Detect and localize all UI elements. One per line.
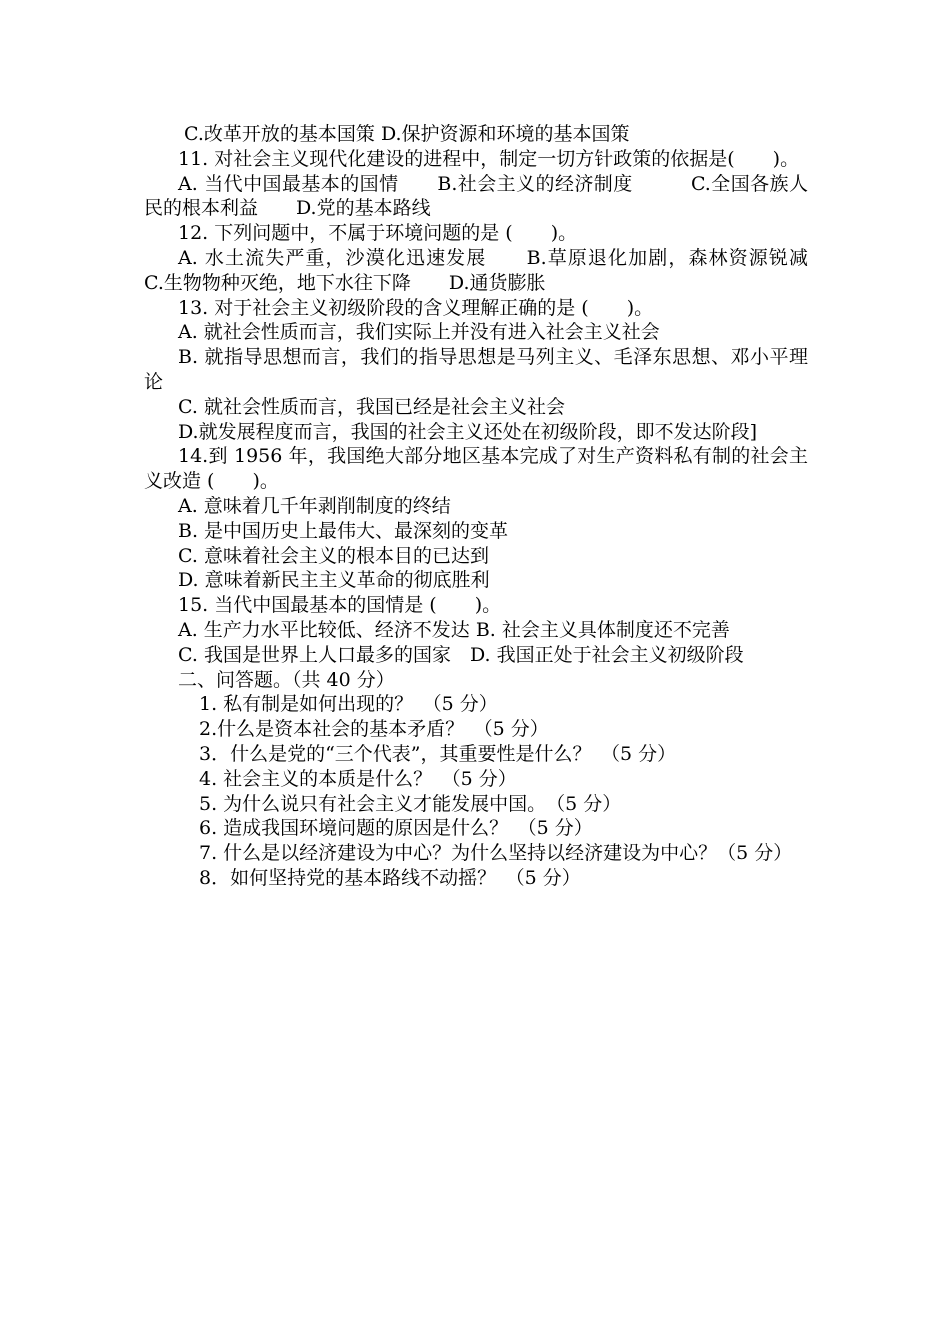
question-13-option-a: A. 就社会性质而言，我们实际上并没有进入社会主义社会 [178, 321, 660, 344]
question-14-option-b: B. 是中国历史上最伟大、最深刻的变革 [178, 519, 509, 542]
essay-question-2: 2.什么是资本社会的基本矛盾？ （5 分） [199, 718, 549, 741]
essay-question-5: 5. 为什么说只有社会主义才能发展中国。 （5 分） [199, 792, 622, 815]
essay-question-3: 3．什么是党的“三个代表”，其重要性是什么？ （5 分） [199, 742, 677, 765]
question-13-option-c: C. 就社会性质而言，我国已经是社会主义社会 [178, 395, 565, 418]
question-13: 13. 对于社会主义初级阶段的含义理解正确的是 ( )。 [178, 296, 654, 319]
question-14-option-c: C. 意味着社会主义的根本目的已达到 [178, 544, 489, 567]
document-page [144, 122, 828, 891]
question-14-option-d: D. 意味着新民主主义革命的彻底胜利 [178, 569, 490, 592]
question-12: 12. 下列问题中，不属于环境问题的是 ( )。 [178, 222, 578, 245]
question-13-option-d: D.就发展程度而言，我国的社会主义还处在初级阶段，即不发达阶段] [178, 420, 758, 443]
question-13-option-b: B. 就指导思想而言，我们的指导思想是马列主义、毛泽东思想、邓小平理论 [144, 346, 808, 393]
essay-question-7: 7. 什么是以经济建设为中心？为什么坚持以经济建设为中心？（5 分） [199, 842, 793, 865]
essay-question-6: 6. 造成我国环境问题的原因是什么？ （5 分） [199, 817, 593, 840]
question-11-options: A. 当代中国最基本的国情 B.社会主义的经济制度 C.全国各族人民的根本利益 D.党的基本路线 [144, 172, 808, 220]
question-12-options: A. 水土流失严重，沙漠化迅速发展 B.草原退化加剧，森林资源锐减 C.生物物种灭绝，地下水往下降 D.通货膨胀 [144, 246, 828, 294]
question-11: 11. 对社会主义现代化建设的进程中，制定一切方针政策的依据是( )。 [178, 147, 800, 170]
question-15: 15. 当代中国最基本的国情是 ( )。 [178, 594, 502, 617]
section-heading: 二、问答题。（共 40 分） [178, 668, 395, 691]
essay-question-1: 1. 私有制是如何出现的？ （5 分） [199, 693, 498, 716]
question-14: 14.到 1956 年，我国绝大部分地区基本完成了对生产资料私有制的社会主义改造 ( )。 [144, 445, 808, 493]
essay-question-8: 8．如何坚持党的基本路线不动摇？ （5 分） [199, 866, 581, 889]
essay-question-4: 4. 社会主义的本质是什么？ （5 分） [199, 767, 517, 790]
question-14-option-a: A. 意味着几千年剥削制度的终结 [178, 494, 451, 517]
question-15-options-ab: A. 生产力水平比较低、经济不发达 B. 社会主义具体制度还不完善 [178, 618, 730, 641]
question-15-options-cd: C. 我国是世界上人口最多的国家 D. 我国正处于社会主义初级阶段 [178, 643, 744, 666]
option-line: C.改革开放的基本国策 D.保护资源和环境的基本国策 [184, 123, 630, 145]
